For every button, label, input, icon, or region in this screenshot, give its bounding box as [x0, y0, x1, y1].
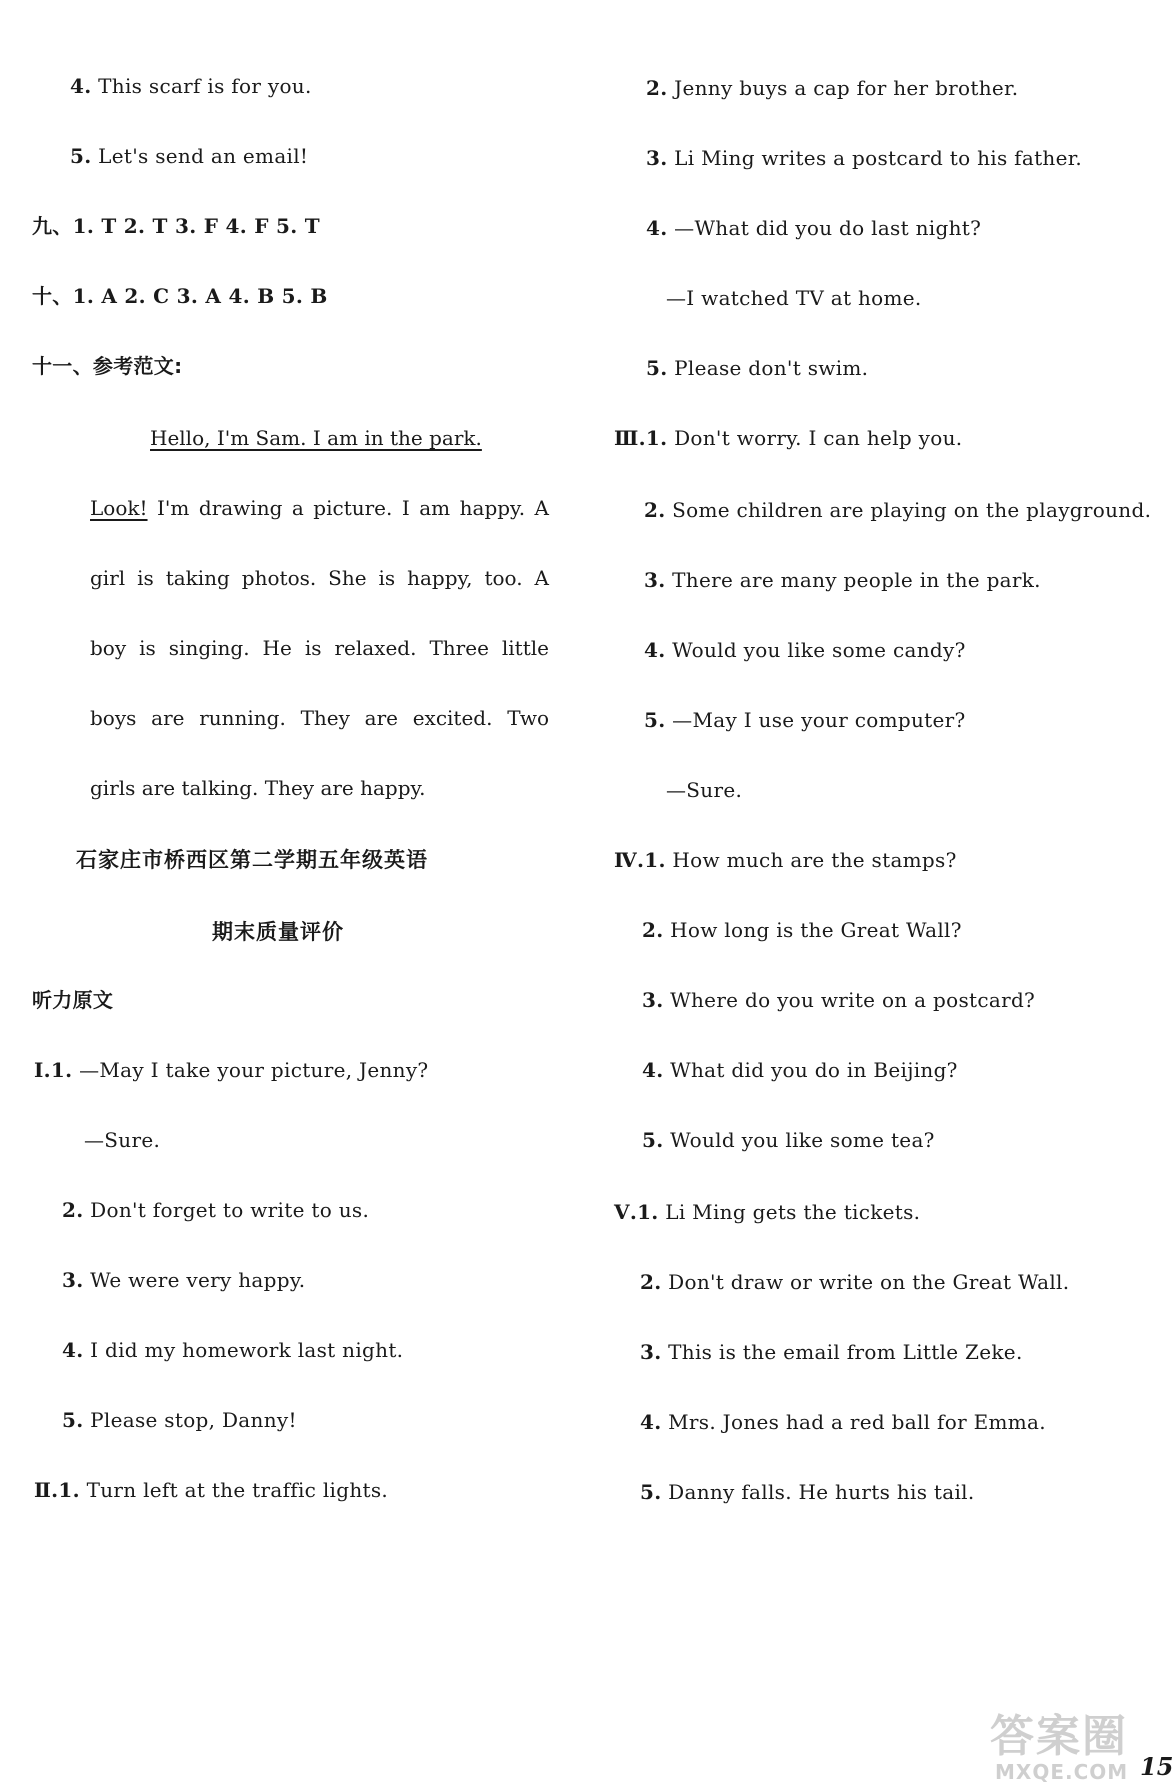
answer-line: 4. —What did you do last night?: [646, 216, 982, 240]
answer-line: Ⅰ.1. —May I take your picture, Jenny?: [34, 1058, 429, 1082]
essay-line: boys are running. They are excited. Two: [90, 706, 549, 730]
answer-line: Ⅳ.1. How much are the stamps?: [614, 848, 957, 872]
answer-line: 2. Jenny buys a cap for her brother.: [646, 76, 1019, 100]
watermark-text: 答案圈: [990, 1711, 1128, 1762]
page-number: 15: [1140, 1752, 1173, 1781]
answer-line: 5. —May I use your computer?: [644, 708, 966, 732]
answer-line: 2. Don't forget to write to us.: [62, 1198, 370, 1222]
exam-subtitle: 期末质量评价: [212, 920, 344, 944]
essay-line: girl is taking photos. She is happy, too. A: [90, 566, 549, 590]
answer-line: Ⅲ.1. Don't worry. I can help you.: [614, 426, 963, 450]
answer-line: 4. What did you do in Beijing?: [642, 1058, 958, 1082]
answer-line: 3. Li Ming writes a postcard to his father.: [646, 146, 1083, 170]
answer-line: 3. There are many people in the park.: [644, 568, 1041, 592]
answer-line: 5. Would you like some tea?: [642, 1128, 935, 1152]
section-ten-answers: 十、1. A 2. C 3. A 4. B 5. B: [32, 284, 328, 308]
essay-line: girls are talking. They are happy.: [90, 776, 426, 800]
watermark-logo: [985, 1700, 1168, 1792]
answer-line: 3. Where do you write on a postcard?: [642, 988, 1036, 1012]
answer-line: —I watched TV at home.: [666, 286, 922, 310]
answer-line: 5. Please don't swim.: [646, 356, 869, 380]
answer-line: 3. This is the email from Little Zeke.: [640, 1340, 1023, 1364]
answer-line: 2. How long is the Great Wall?: [642, 918, 962, 942]
answer-line: 5. Danny falls. He hurts his tail.: [640, 1480, 975, 1504]
answer-line: 4. Mrs. Jones had a red ball for Emma.: [640, 1410, 1046, 1434]
watermark-url: MXQE.COM: [995, 1760, 1129, 1784]
answer-line: 4. This scarf is for you.: [70, 74, 312, 98]
answer-line: Ⅴ.1. Li Ming gets the tickets.: [614, 1200, 921, 1224]
answer-line: 2. Don't draw or write on the Great Wall.: [640, 1270, 1070, 1294]
answer-line: 5. Let's send an email!: [70, 144, 309, 168]
exam-title: 石家庄市桥西区第二学期五年级英语: [76, 848, 428, 872]
answer-line: 5. Please stop, Danny!: [62, 1408, 297, 1432]
answer-line: —Sure.: [84, 1128, 161, 1152]
answer-line: 4. I did my homework last night.: [62, 1338, 404, 1362]
section-nine-answers: 九、1. T 2. T 3. F 4. F 5. T: [32, 214, 320, 238]
essay-line: Look! I'm drawing a picture. I am happy. A: [90, 496, 549, 520]
answer-line: —Sure.: [666, 778, 743, 802]
answer-line: Ⅱ.1. Turn left at the traffic lights.: [34, 1478, 389, 1502]
answer-line: 4. Would you like some candy?: [644, 638, 966, 662]
section-eleven-heading: 十一、参考范文:: [32, 354, 183, 378]
essay-line: Hello, I'm Sam. I am in the park.: [150, 426, 482, 450]
listening-heading: 听力原文: [32, 988, 114, 1012]
essay-line: boy is singing. He is relaxed. Three little: [90, 636, 549, 660]
answer-line: 3. We were very happy.: [62, 1268, 306, 1292]
answer-line: 2. Some children are playing on the playground.: [644, 498, 1152, 522]
